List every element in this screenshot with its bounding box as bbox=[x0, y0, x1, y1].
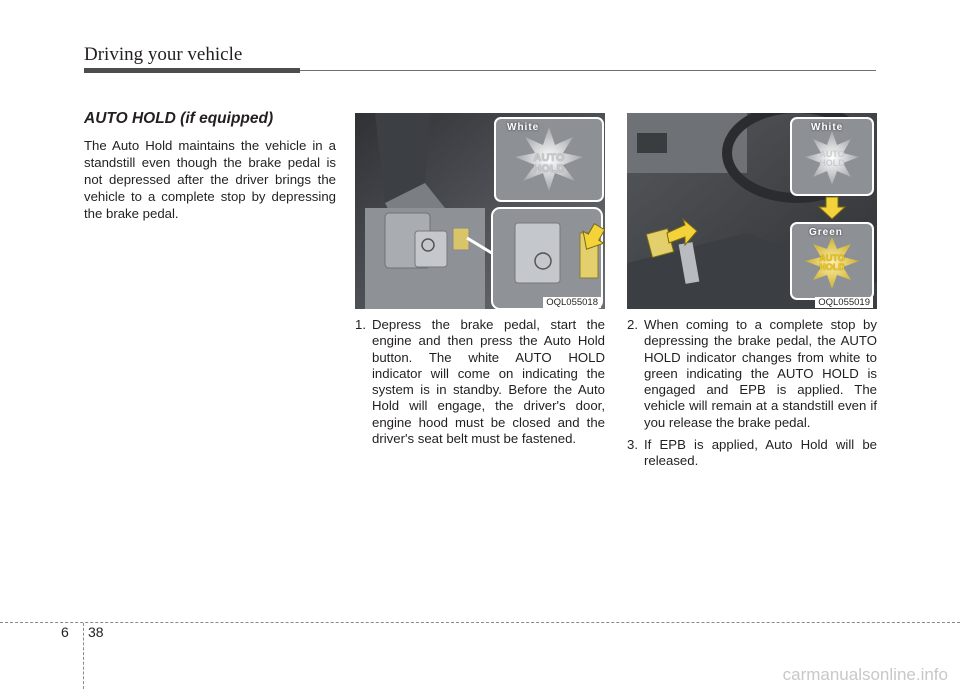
section-heading: AUTO HOLD (if equipped) bbox=[84, 110, 274, 127]
footer-divider bbox=[83, 623, 84, 689]
indicator-text-line2: HOLD bbox=[819, 262, 845, 272]
watermark: carmanualsonline.info bbox=[782, 665, 948, 684]
white-label: White bbox=[811, 122, 844, 133]
console-illustration bbox=[355, 113, 605, 309]
indicator-text-line1: AUTO bbox=[819, 149, 845, 159]
auto-hold-indicator-white bbox=[809, 150, 855, 168]
indicator-text-line2: HOLD bbox=[533, 163, 565, 175]
page-number: 38 bbox=[88, 624, 104, 640]
step-number: 1. bbox=[355, 317, 366, 332]
footer-rule bbox=[0, 622, 960, 623]
step-text: Depress the brake pedal, start the engine and then press the Auto Hold button. The white AUTO HOLD indicator will come on indicating the system is in standby. Before the Auto Hold will engage, the driver's door, engine hood must be closed and the driver's seat belt must be fastened. bbox=[372, 317, 605, 447]
step-text: When coming to a complete stop by depressing the brake pedal, the AUTO HOLD indicator changes from white to green indicating the AUTO HOLD is engaged and EPB is applied. The vehicle will remain at a standstill even if you release the brake pedal. bbox=[644, 317, 877, 430]
indicator-text-line2: HOLD bbox=[819, 158, 845, 168]
indicator-text-line1: AUTO bbox=[819, 253, 845, 263]
indicator-text-line1: AUTO bbox=[533, 152, 565, 164]
header-rule-accent bbox=[84, 68, 300, 73]
steps-column-1 bbox=[355, 317, 605, 453]
auto-hold-indicator-green bbox=[809, 254, 855, 272]
step-number: 2. bbox=[627, 317, 638, 332]
green-label: Green bbox=[809, 227, 843, 238]
step-item bbox=[627, 437, 877, 470]
figure-code: OQL055019 bbox=[815, 297, 873, 308]
figure-console-button bbox=[355, 113, 605, 309]
header-title: Driving your vehicle bbox=[84, 44, 243, 65]
step-text: If EPB is applied, Auto Hold will be released. bbox=[644, 437, 877, 469]
step-item bbox=[355, 317, 605, 447]
step-item bbox=[627, 317, 877, 431]
chapter-number: 6 bbox=[61, 624, 69, 640]
figure-pedal-indicator bbox=[627, 113, 877, 309]
pedal-illustration bbox=[627, 113, 877, 309]
auto-hold-indicator-white bbox=[515, 153, 583, 175]
step-number: 3. bbox=[627, 437, 638, 453]
steps-column-2 bbox=[627, 317, 877, 476]
intro-paragraph: The Auto Hold maintains the vehicle in a standstill even though the brake pedal is not depressed after the driver brings the vehicle to a complete stop by depressing the brake pedal. bbox=[84, 138, 336, 221]
figure-code: OQL055018 bbox=[543, 297, 601, 308]
white-label: White bbox=[507, 122, 540, 133]
